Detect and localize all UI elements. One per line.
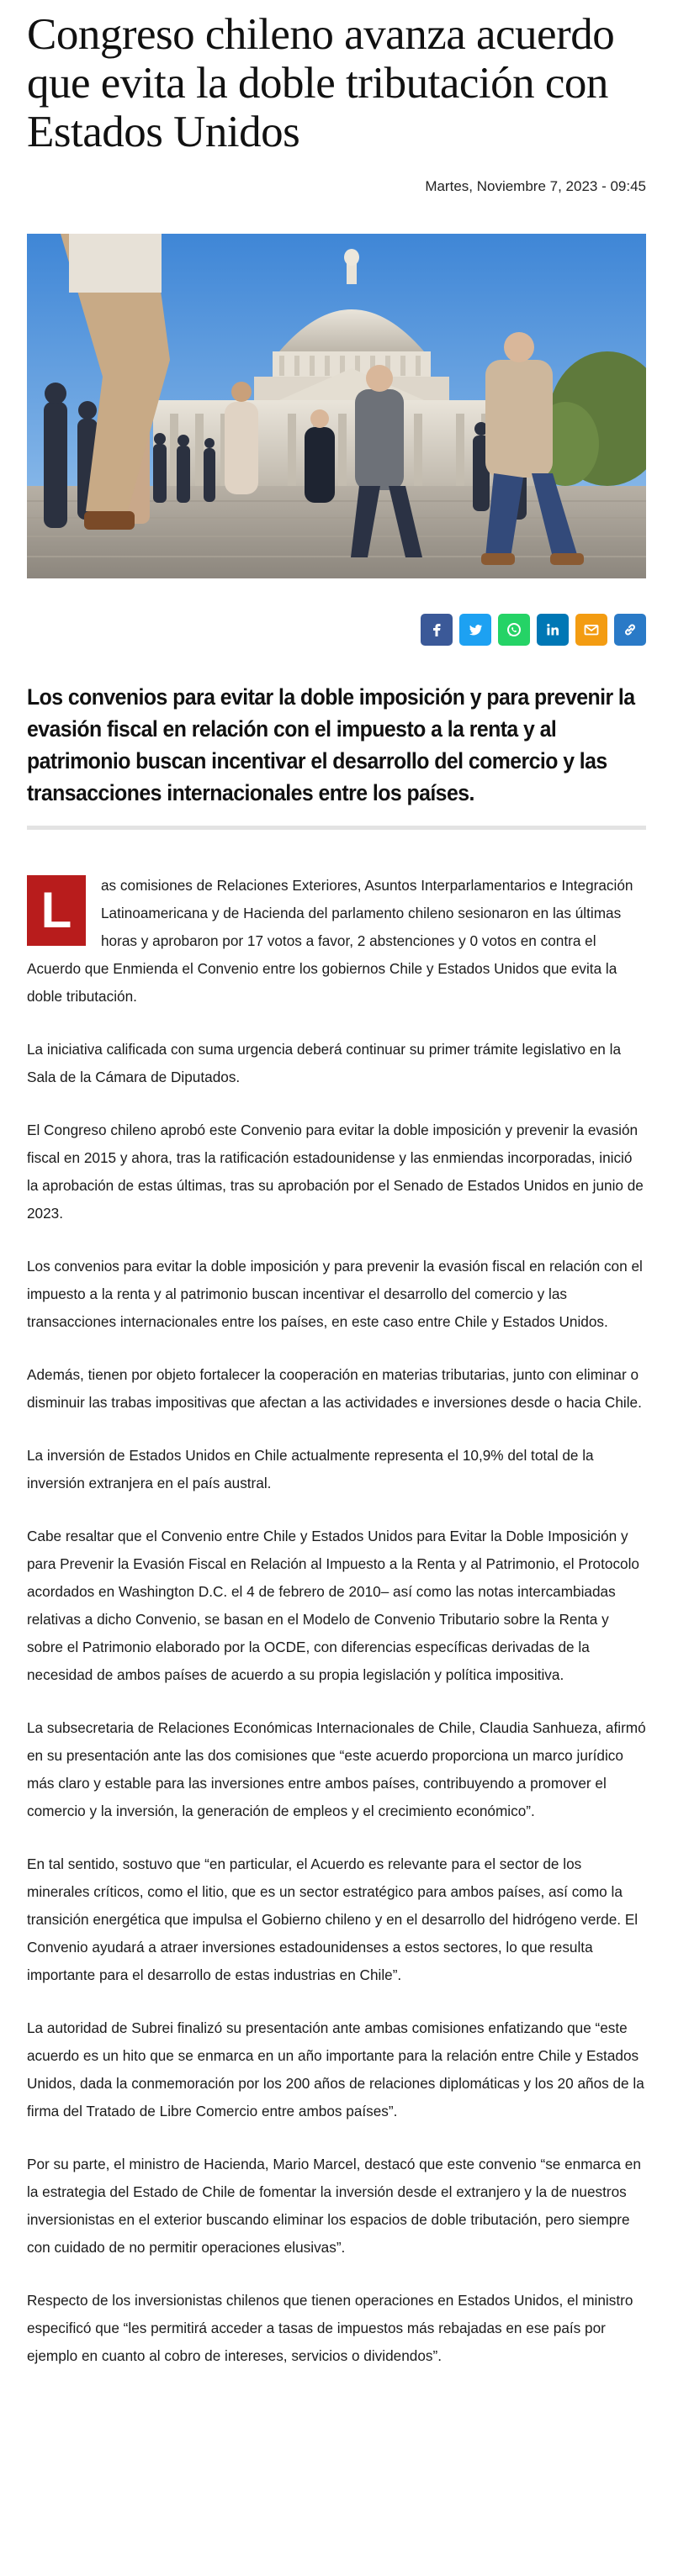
- hero-image: [27, 234, 646, 578]
- article-paragraph-1: [27, 872, 646, 1011]
- article-paragraph: La subsecretaria de Relaciones Económicas Internacionales de Chile, Claudia Sanhueza, afirmó en su presentación ante las dos comisiones que “este acuerdo proporciona un marco jurídico más claro y estable para las inversiones entre ambos países, contribuyendo a promover el comercio y la inversión, la generación de empleos y el crecimiento económico”.: [27, 1719, 646, 1819]
- article-paragraph: Por su parte, el ministro de Hacienda, Mario Marcel, destacó que este convenio “se enmarca en la estrategia del Estado de Chile de fomentar la inversión desde el extranjero y la de nuestros inversionistas en el exterior buscando eliminar los espacios de doble tributación, pero siempre con cuidado de no permitir operaciones elusivas”.: [27, 2156, 641, 2256]
- article-paragraph: La iniciativa calificada con suma urgencia deberá continuar su primer trámite legislativo en la Sala de la Cámara de Diputados.: [27, 1041, 622, 1085]
- capitol-photo: [27, 234, 646, 578]
- lead-divider: [27, 826, 646, 830]
- article-paragraph: La autoridad de Subrei finalizó su presentación ante ambas comisiones enfatizando que “este acuerdo es un hito que se enmarca en un año importante para la relación entre Chile y Estados Unidos, dada la conmemoración por los 200 años de relaciones diplomáticas y los 20 años de la firma del Tratado de Libre Comercio entre ambos países”.: [27, 2019, 644, 2119]
- email-icon: [581, 620, 601, 640]
- article-headline: Congreso chileno avanza acuerdo que evita la doble tributación con Estados Unidos: [27, 10, 615, 156]
- share-whatsapp-button[interactable]: [498, 614, 530, 646]
- article-lead: Los convenios para evitar la doble imposición y para prevenir la evasión fiscal en relación con el impuesto a la renta y al patrimonio buscan incentivar el desarrollo del comercio y las transacciones internacionales entre los países.: [27, 684, 635, 805]
- article-paragraph: Cabe resaltar que el Convenio entre Chile y Estados Unidos para Evitar la Doble Imposición y para Prevenir la Evasión Fiscal en Relación al Impuesto a la Renta y al Patrimonio, el Protocolo acordados en Washington D.C. el 4 de febrero de 2010– así como las notas intercambiadas relativas a dicho Convenio, se basan en el Modelo de Convenio Tributario sobre la Renta y sobre el Patrimonio elaborado por la OCDE, con diferencias específicas derivadas de la necesidad de ambos países de acuerdo a su propia legislación y política impositiva.: [27, 1528, 639, 1683]
- article-paragraph: En tal sentido, sostuvo que “en particular, el Acuerdo es relevante para el sector de los minerales críticos, como el litio, que es un sector estratégico para ambos países, así como la transición energética que impulsa el Gobierno chileno y en el desarrollo del hidrógeno verde. El Convenio ayudará a atraer inversiones estadounidenses a estos sectores, lo que resulta importante para el desarrollo de estas industrias en Chile”.: [27, 1855, 639, 1983]
- share-email-button[interactable]: [575, 614, 607, 646]
- article-paragraph: La inversión de Estados Unidos en Chile actualmente representa el 10,9% del total de la inversión extranjera en el país austral.: [27, 1447, 594, 1491]
- drop-cap: L: [27, 875, 86, 946]
- link-icon: [620, 620, 640, 640]
- first-paragraph-text: as comisiones de Relaciones Exteriores, Asuntos Interparlamentarios e Integración Latinoamericana y de Hacienda del parlamento chileno sesionaron en las últimas horas y aprobaron por 17 votos a favor, 2 abstenciones y 0 votos en contra el Acuerdo que Enmienda el Convenio entre los gobiernos Chile y Estados Unidos que evita la doble tributación.: [27, 877, 633, 1005]
- whatsapp-icon: [504, 620, 524, 640]
- article-paragraph: Respecto de los inversionistas chilenos que tienen operaciones en Estados Unidos, el ministro especificó que “les permitirá acceder a tasas de impuestos más rebajadas en ese país por ejemplo en cuanto al cobro de intereses, servicios o dividendos”.: [27, 2292, 633, 2364]
- article-paragraph: Además, tienen por objeto fortalecer la cooperación en materias tributarias, junto con eliminar o disminuir las trabas impositivas que afectan a las actividades e inversiones desde o hacia Chile.: [27, 1366, 642, 1411]
- share-twitter-button[interactable]: [459, 614, 491, 646]
- share-linkedin-button[interactable]: [537, 614, 569, 646]
- share-facebook-button[interactable]: [421, 614, 453, 646]
- twitter-icon: [465, 620, 485, 640]
- share-bar: [27, 614, 646, 646]
- article-paragraph: Los convenios para evitar la doble imposición y para prevenir la evasión fiscal en relación con el impuesto a la renta y al patrimonio buscan incentivar el desarrollo del comercio y las transacciones internacionales entre los países, en este caso entre Chile y Estados Unidos.: [27, 1258, 643, 1330]
- share-link-button[interactable]: [614, 614, 646, 646]
- article-dateline: Martes, Noviembre 7, 2023 - 09:45: [425, 178, 646, 194]
- facebook-icon: [427, 620, 447, 640]
- article-paragraph: El Congreso chileno aprobó este Convenio para evitar la doble imposición y prevenir la evasión fiscal en 2015 y ahora, tras la ratificación estadounidense y las enmiendas incorporadas, inició la aprobación de estas últimas, tras su aprobación por el Senado de Estados Unidos en junio de 2023.: [27, 1122, 644, 1222]
- article-body: [27, 872, 646, 2370]
- linkedin-icon: [543, 620, 563, 640]
